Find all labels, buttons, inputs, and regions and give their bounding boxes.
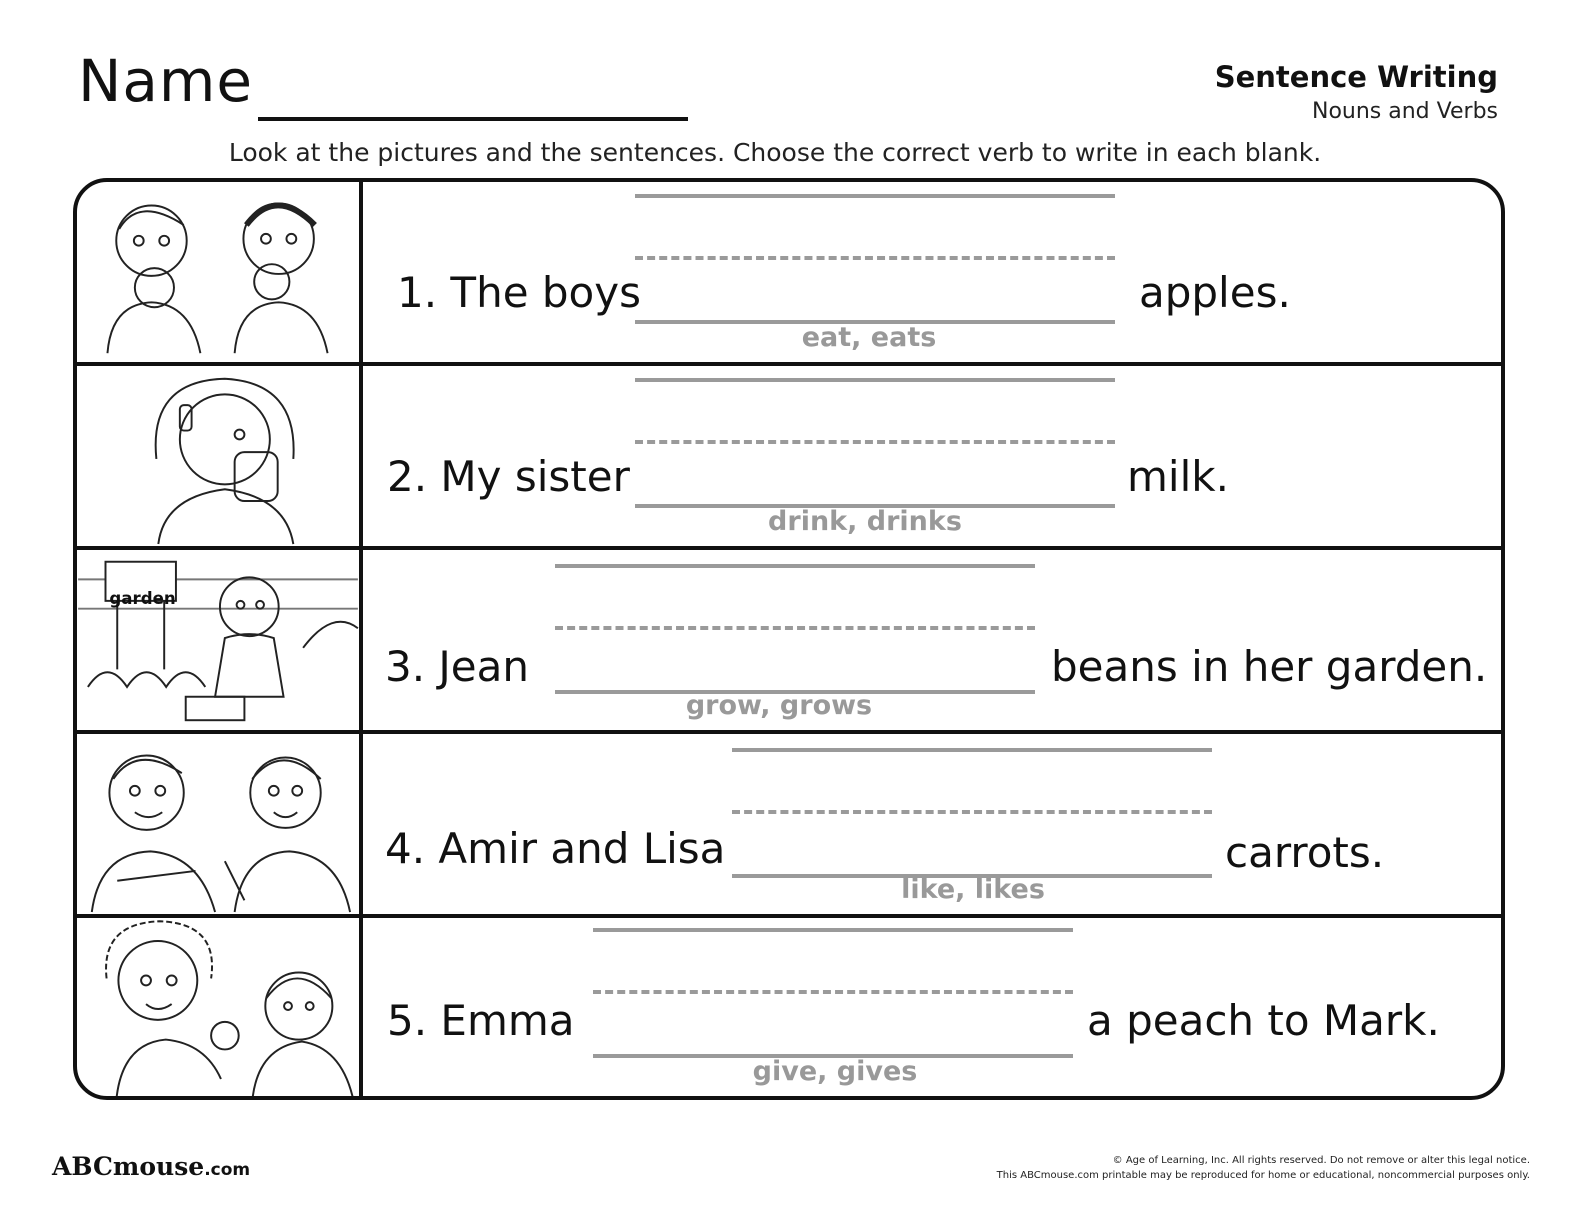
exercise-row-1 <box>77 182 1501 366</box>
sentence-end: milk. <box>1127 452 1229 501</box>
sentence-end: apples. <box>1139 268 1291 317</box>
sentence-start: 3. Jean <box>385 642 530 691</box>
legal-notice: © Age of Learning, Inc. All rights reserved. Do not remove or alter this legal notice. This ABCmouse.com printable may be reproduced for home or educational, noncommercial purposes only. <box>996 1155 1530 1181</box>
sentence-end: carrots. <box>1225 828 1385 877</box>
sentence-start: 5. Emma <box>387 996 575 1045</box>
exercise-row-5 <box>77 918 1501 1100</box>
verb-choices: eat, eats <box>801 322 937 353</box>
sentence-end: beans in her garden. <box>1051 642 1488 691</box>
sentence-start: 4. Amir and Lisa <box>385 824 726 873</box>
garden-sign-text: garden <box>109 588 176 608</box>
name-write-line[interactable] <box>258 117 688 121</box>
sentence-start: 1. The boys <box>397 268 641 317</box>
girl-giving-peach-illustration <box>77 918 363 1100</box>
abcmouse-logo: ABCmouse.com <box>52 1152 251 1181</box>
verb-choices: grow, grows <box>685 690 873 721</box>
exercise-row-3 <box>77 550 1501 734</box>
verb-choices: like, likes <box>901 874 1045 905</box>
verb-choices: drink, drinks <box>768 506 962 537</box>
girl-drinking-milk-illustration <box>77 366 363 546</box>
exercise-row-2 <box>77 366 1501 550</box>
boys-eating-apples-illustration <box>77 182 363 362</box>
kids-with-carrots-illustration <box>77 734 363 914</box>
worksheet-subtitle: Nouns and Verbs <box>1312 99 1498 124</box>
worksheet-title: Sentence Writing <box>1214 60 1498 94</box>
name-label: Name <box>78 47 254 115</box>
exercise-row-4 <box>77 734 1501 918</box>
verb-choices: give, gives <box>752 1056 918 1087</box>
sentence-end: a peach to Mark. <box>1087 996 1440 1045</box>
sentence-start: 2. My sister <box>387 452 630 501</box>
girl-in-garden-illustration <box>77 550 363 730</box>
exercise-grid <box>73 178 1505 1100</box>
instructions: Look at the pictures and the sentences. Choose the correct verb to write in each blank. <box>228 138 1322 167</box>
